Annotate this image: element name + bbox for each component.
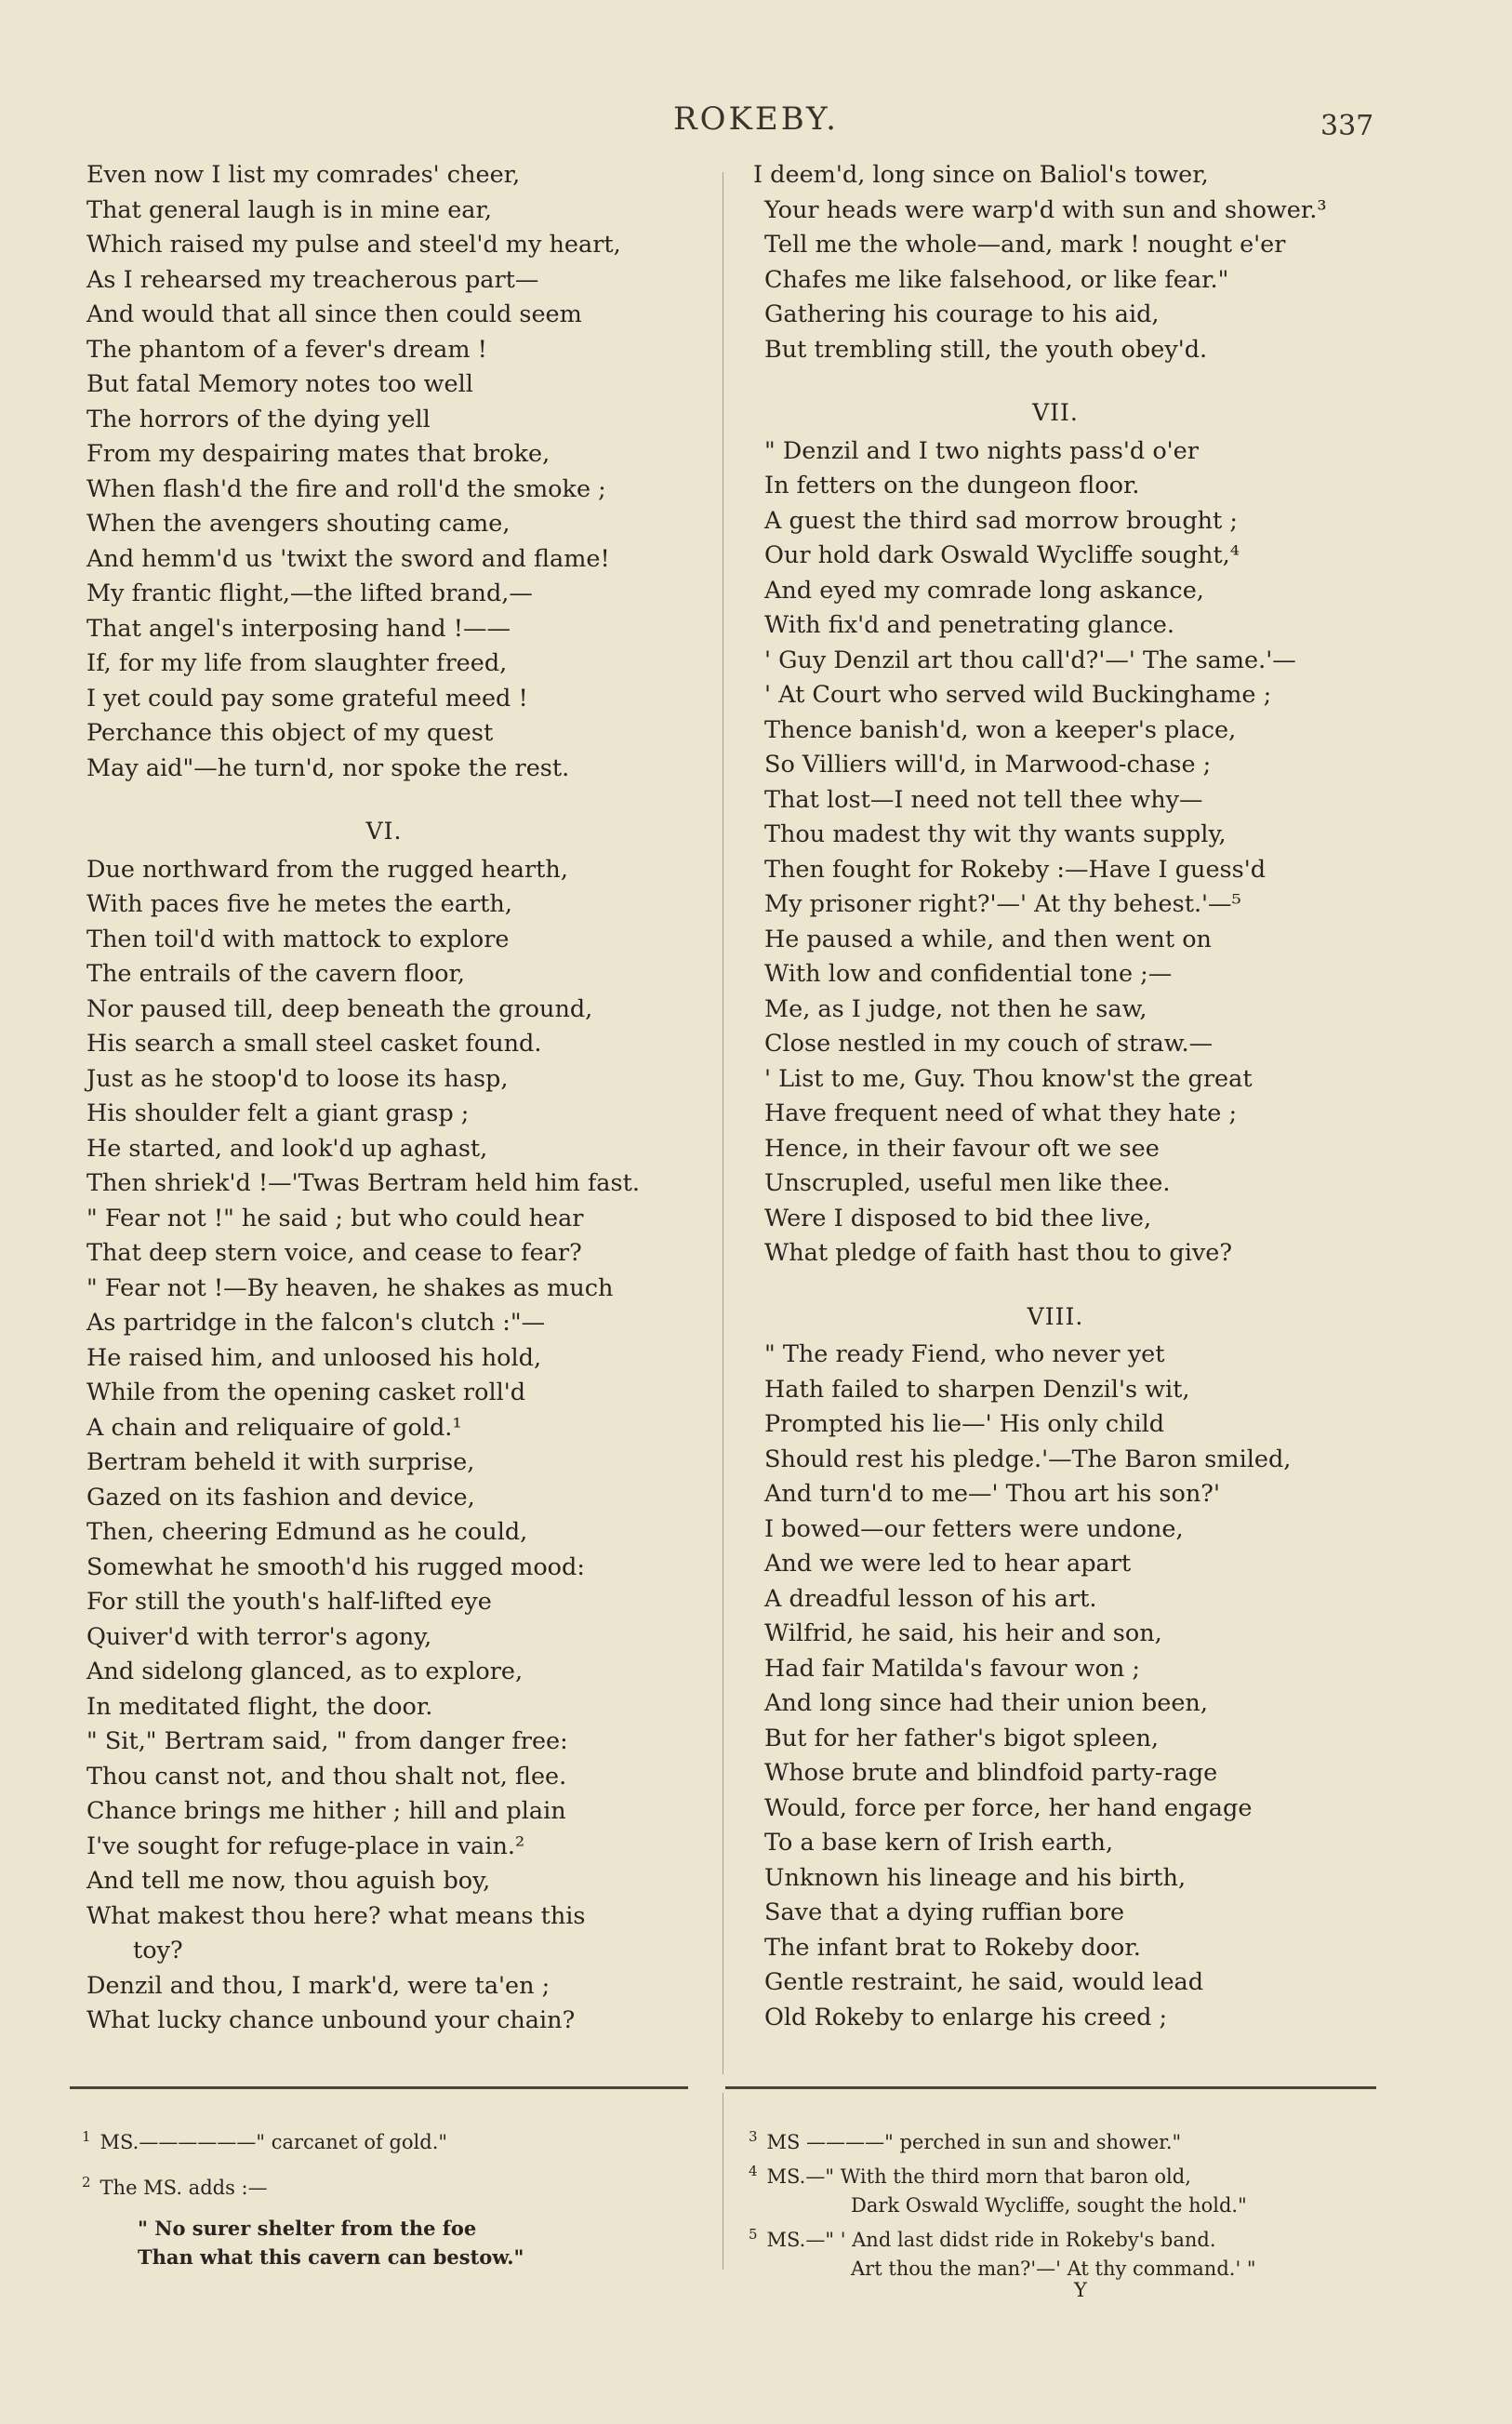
verse-line: In meditated flight, the door. [86,1692,433,1721]
footnote-number: 5 [749,2226,758,2243]
footnote-text: MS.—" ' And last didst ride in Rokeby's band. [766,2229,1216,2251]
verse-line: But for her father's bigot spleen, [764,1724,1159,1752]
verse-line: Nor paused till, deep beneath the ground, [86,994,593,1023]
verse-line: A guest the third sad morrow brought ; [764,506,1239,535]
page-number: 337 [1320,110,1374,142]
footnote-rule [725,2086,1376,2089]
footnote-quote-line: Than what this cavern can bestow." [138,2245,524,2269]
verse-line: Me, as I judge, not then he saw, [764,994,1147,1023]
stanza-vii [753,434,1358,1272]
verse-line: Which raised my pulse and steel'd my heart, [86,231,621,259]
verse-line: Thence banish'd, won a keeper's place, [764,715,1237,744]
verse-line: ' Guy Denzil art thou call'd?'—' The same.'— [764,646,1296,674]
verse-line: Had fair Matilda's favour won ; [764,1654,1140,1683]
verse-line: And hemm'd us 'twixt the sword and flame! [86,544,610,573]
footnote-text: MS.—" With the third morn that baron old, [766,2165,1191,2188]
verse-line: A dreadful lesson of his art. [764,1584,1097,1613]
verse-line: For still the youth's half-lifted eye [86,1588,492,1616]
verse-line: A chain and reliquaire of gold.¹ [86,1413,462,1442]
verse-line: Save that a dying ruffian bore [764,1898,1125,1926]
verse-line: May aid"—he turn'd, nor spoke the rest. [86,753,570,782]
verse-line: If, for my life from slaughter freed, [86,649,508,677]
verse-line: Should rest his pledge.'—The Baron smiled, [764,1445,1292,1473]
verse-line: Would, force per force, her hand engage [764,1793,1253,1822]
verse-line: But trembling still, the youth obey'd. [764,335,1208,364]
verse-line: Unknown his lineage and his birth, [764,1863,1187,1892]
verse-line: And tell me now, thou aguish boy, [86,1867,491,1895]
verse-line: Your heads were warp'd with sun and shower.³ [764,195,1327,224]
right-column [753,158,1358,2035]
verse-line: And we were led to hear apart [764,1550,1132,1578]
verse-line: Somewhat he smooth'd his rugged mood: [86,1552,585,1581]
verse-line: The phantom of a fever's dream ! [86,335,487,364]
verse-line: With paces five he metes the earth, [86,890,512,918]
verse-line: When the avengers shouting came, [86,510,511,538]
verse-line: His search a small steel casket found. [86,1030,542,1058]
verse-line: My prisoner right?'—' At thy behest.'—⁵ [764,890,1241,918]
verse-line: That deep stern voice, and cease to fear? [86,1239,582,1267]
footnote-1 [82,2123,677,2157]
footnotes-right [749,2123,1381,2284]
verse-line: " Fear not !—By heaven, he shakes as much [86,1273,614,1302]
verse-line: He started, and look'd up aghast, [86,1134,488,1163]
verse-line: ' At Court who served wild Buckinghame ; [764,681,1272,709]
footnote-3 [749,2123,1381,2157]
verse-line: Denzil and thou, I mark'd, were ta'en ; [86,1971,550,2000]
verse-line: I bowed—our fetters were undone, [764,1514,1184,1543]
verse-line: I've sought for refuge-place in vain.² [86,1831,525,1860]
verse-line: Chafes me like falsehood, or like fear." [764,265,1229,294]
verse-line: Gathering his courage to his aid, [764,300,1160,328]
verse-line: Gazed on its fashion and device, [86,1483,475,1512]
verse-line: Hence, in their favour oft we see [764,1134,1160,1163]
section-heading-vi: VI. [365,818,403,845]
footnote-text: The MS. adds :— [99,2177,268,2199]
verse-line: Gentle restraint, he said, would lead [764,1968,1204,1996]
verse-line: As I rehearsed my treacherous part— [86,265,539,294]
footnote-number: 3 [749,2128,758,2145]
footnote-2 [82,2168,677,2203]
verse-line: And turn'd to me—' Thou art his son?' [764,1480,1220,1508]
verse-line: Quiver'd with terror's agony, [86,1622,432,1651]
footnote-quote-line: " No surer shelter from the foe [138,2217,477,2240]
verse-line: Wilfrid, he said, his heir and son, [764,1619,1162,1647]
footnote-number: 2 [82,2174,91,2191]
verse-line: Hath failed to sharpen Denzil's wit, [764,1375,1190,1404]
verse-line: Have frequent need of what they hate ; [764,1099,1238,1127]
verse-line: Perchance this object of my quest [86,719,494,747]
footnote-number: 1 [82,2128,91,2145]
verse-line: " Fear not !" he said ; but who could hear [86,1204,584,1232]
verse-line: Tell me the whole—and, mark ! nought e'er [764,231,1286,259]
footnote-continuation: Art thou the man?'—' At thy command.' " [851,2258,1256,2280]
verse-line: Just as he stoop'd to loose its hasp, [86,1064,509,1093]
stanza-vi [86,853,682,2039]
verse-line: When flash'd the fire and roll'd the smoke ; [86,474,606,503]
verse-line: And long since had their union been, [764,1689,1208,1717]
verse-line: I deem'd, long since on Baliol's tower, [753,161,1209,189]
signature-mark: Y [1074,2279,1087,2301]
verse-line: The infant brat to Rokeby door. [764,1933,1141,1962]
verse-line: But fatal Memory notes too well [86,370,473,398]
verse-line: Then fought for Rokeby :—Have I guess'd [764,855,1267,884]
verse-line: As partridge in the falcon's clutch :"— [86,1309,546,1337]
verse-line: Prompted his lie—' His only child [764,1410,1165,1438]
section-heading-viii: VIII. [1027,1302,1084,1330]
verse-line: Then shriek'd !—'Twas Bertram held him fast. [86,1169,640,1197]
verse-line: What lucky chance unbound your chain? [86,2006,576,2034]
verse-line: What pledge of faith hast thou to give? [764,1239,1233,1267]
verse-line: The entrails of the cavern floor, [86,960,465,988]
verse-line: That general laugh is in mine ear, [86,195,492,224]
verse-line-continuation: toy? [133,1937,183,1965]
verse-line: Unscrupled, useful men like thee. [764,1169,1171,1197]
footnote-5 [749,2220,1381,2255]
footnote-4 [749,2157,1381,2191]
verse-line: " The ready Fiend, who never yet [764,1340,1165,1368]
left-column [86,158,682,2039]
footnote-text: MS.——————" carcanet of gold." [99,2131,448,2153]
verse-line: Then, cheering Edmund as he could, [86,1518,528,1546]
verse-line: Even now I list my comrades' cheer, [86,161,521,189]
verse-line: In fetters on the dungeon floor. [764,472,1140,499]
verse-line: Old Rokeby to enlarge his creed ; [764,2003,1168,2031]
verse-line: Whose brute and blindfoid party-rage [764,1759,1218,1787]
verse-line: And eyed my comrade long askance, [764,576,1204,605]
verse-line: With fix'd and penetrating glance. [764,611,1174,639]
verse-line: Thou canst not, and thou shalt not, flee. [86,1762,567,1791]
stanza-v-end [86,158,682,786]
footnotes-left [82,2123,677,2271]
verse-line: Then toil'd with mattock to explore [86,925,510,953]
verse-line: My frantic flight,—the lifted brand,— [86,579,533,607]
stanza-vi-end [753,158,1358,367]
verse-line: ' List to me, Guy. Thou know'st the great [764,1064,1253,1093]
verse-line: Thou madest thy wit thy wants supply, [764,820,1227,848]
verse-line: Were I disposed to bid thee live, [764,1204,1152,1232]
verse-line: Close nestled in my couch of straw.— [764,1030,1214,1058]
verse-line: And sidelong glanced, as to explore, [86,1658,524,1685]
footnote-text: MS ————" perched in sun and shower." [766,2131,1182,2153]
verse-line: To a base kern of Irish earth, [764,1829,1114,1857]
verse-line: That lost—I need not tell thee why— [764,785,1203,814]
verse-line: Due northward from the rugged hearth, [86,855,568,884]
verse-line: The horrors of the dying yell [86,405,431,433]
verse-line: So Villiers will'd, in Marwood-chase ; [764,751,1212,779]
stanza-viii [753,1338,1358,2035]
running-title: ROKEBY. [673,100,839,138]
verse-line: His shoulder felt a giant grasp ; [86,1099,470,1127]
verse-line: Bertram beheld it with surprise, [86,1448,475,1476]
verse-line: And would that all since then could seem [86,300,582,328]
verse-line: He raised him, and unloosed his hold, [86,1343,542,1372]
verse-line: With low and confidential tone ;— [764,960,1173,988]
verse-line: While from the opening casket roll'd [86,1378,526,1406]
verse-line: " Denzil and I two nights pass'd o'er [764,436,1199,465]
footnote-continuation: Dark Oswald Wycliffe, sought the hold." [851,2194,1247,2217]
verse-line: Our hold dark Oswald Wycliffe sought,⁴ [764,541,1240,569]
footnote-rule [70,2086,688,2089]
verse-line: From my despairing mates that broke, [86,440,550,468]
verse-line: " Sit," Bertram said, " from danger free: [86,1727,568,1755]
verse-line: That angel's interposing hand !—— [86,614,511,643]
verse-line: Chance brings me hither ; hill and plain [86,1797,566,1825]
section-heading-vii: VII. [1032,399,1079,426]
footnote-number: 4 [749,2163,758,2179]
verse-line: I yet could pay some grateful meed ! [86,684,528,713]
verse-line: He paused a while, and then went on [764,925,1212,953]
verse-line: What makest thou here? what means this [86,1901,586,1930]
